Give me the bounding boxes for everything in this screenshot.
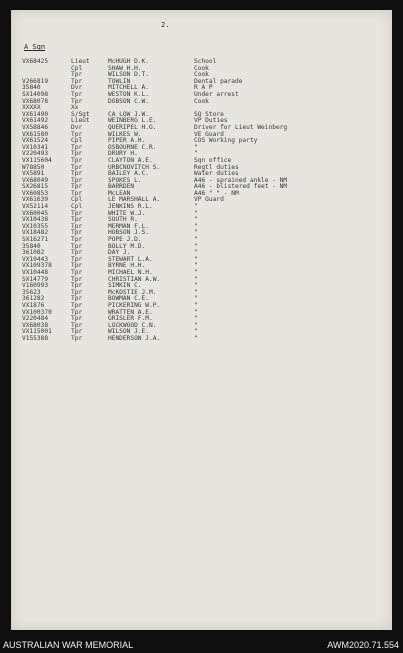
duty: " <box>194 315 198 323</box>
rank: Tpr <box>71 170 83 178</box>
service-number: VX61639 <box>22 196 49 204</box>
service-number: SX14779 <box>22 275 49 283</box>
soldier-name: JENKINS R.L. <box>108 203 153 211</box>
duty: " <box>194 295 198 303</box>
duty: Water duties <box>194 170 239 178</box>
soldier-name: TOWLIN <box>108 77 131 85</box>
duty: " <box>194 216 198 224</box>
soldier-name: URBCNOVITCH S. <box>108 163 161 171</box>
rank: Tpr <box>71 189 83 197</box>
service-number: VX10443 <box>22 255 49 263</box>
rank: Tpr <box>71 222 83 230</box>
soldier-name: WRATTEN A.E. <box>108 308 153 316</box>
service-number: V220484 <box>22 315 49 323</box>
service-number: 35840 <box>22 84 41 92</box>
soldier-name: PIPER A.H. <box>108 137 146 145</box>
duty: VP Guard <box>194 196 224 204</box>
service-number: VX60853 <box>22 189 49 197</box>
soldier-name: STEWART L.A. <box>108 255 153 263</box>
soldier-name: MERMAN F.L. <box>108 222 149 230</box>
duty: VP Duties <box>194 117 228 125</box>
soldier-name: McLEAN <box>108 189 131 197</box>
duty: " <box>194 249 198 257</box>
duty: Sqn office <box>194 156 232 164</box>
rank: Tpr <box>71 90 83 98</box>
service-number: VX61490 <box>22 110 49 118</box>
service-number: VX52114 <box>22 203 49 211</box>
soldier-name: WILSON D.T. <box>108 71 149 79</box>
rank: Tpr <box>71 77 83 85</box>
service-number: V160993 <box>22 282 49 290</box>
duty: Cook <box>194 64 209 72</box>
service-number: VX5891 <box>22 170 45 178</box>
service-number: VX10438 <box>22 216 49 224</box>
accession-number: AWM2020.71.554 <box>327 640 399 650</box>
rank: S/Sgt <box>71 110 90 118</box>
service-number: VX68049 <box>22 176 49 184</box>
soldier-name: SHAW H.H. <box>108 64 142 72</box>
duty: A46 " " - NM <box>194 189 239 197</box>
soldier-name: LOCKWOOD C.N. <box>108 321 157 329</box>
duty: " <box>194 222 198 230</box>
soldier-name: BOLLY M.D. <box>108 242 146 250</box>
rank: Tpr <box>71 150 83 158</box>
soldier-name: HENDERSON J.A. <box>108 334 161 342</box>
section-heading: A Sqn <box>24 43 46 51</box>
duty: VE Guard <box>194 130 224 138</box>
rank: Cpl <box>71 203 83 211</box>
rank: Tpr <box>71 295 83 303</box>
page-number: 2. <box>161 21 170 29</box>
rank: Tpr <box>71 71 83 79</box>
soldier-name: McKOSTIE J.M. <box>108 288 157 296</box>
service-number: 35840 <box>22 242 41 250</box>
service-number: XXXXX <box>22 104 41 112</box>
service-number: V220493 <box>22 150 49 158</box>
duty: Cook <box>194 97 209 105</box>
service-number: VX61580 <box>22 130 49 138</box>
soldier-name: MITCHELL A. <box>108 84 149 92</box>
duty: " <box>194 143 198 151</box>
rank: Cpl <box>71 137 83 145</box>
soldier-name: DOBSON C.W. <box>108 97 149 105</box>
soldier-name: LE MARSHALL A. <box>108 196 161 204</box>
rank: Tpr <box>71 288 83 296</box>
soldier-name: QUERIPEL H.G. <box>108 123 157 131</box>
rank: Tpr <box>71 143 83 151</box>
duty: Driver for Lieut Weinberg <box>194 123 288 131</box>
duty: " <box>194 242 198 250</box>
rank: Tpr <box>71 282 83 290</box>
service-number: SX26815 <box>22 183 49 191</box>
duty: " <box>194 301 198 309</box>
service-number: VX10355 <box>22 222 49 230</box>
soldier-name: WHITE W.J. <box>108 209 146 217</box>
service-number: VX100370 <box>22 308 52 316</box>
rank: Tpr <box>71 163 83 171</box>
rank: Tpr <box>71 176 83 184</box>
soldier-name: WILSON J.E. <box>108 328 149 336</box>
duty: " <box>194 269 198 276</box>
duty: " <box>194 321 198 329</box>
duty: School <box>194 58 217 65</box>
duty: " <box>194 255 198 263</box>
service-number: VX61524 <box>22 137 49 145</box>
duty: A46 - sprained ankle - NM <box>194 176 288 184</box>
duty: Under arrest <box>194 90 239 98</box>
service-number: VX68425 <box>22 58 49 65</box>
rank: Tpr <box>71 275 83 283</box>
rank: Tpr <box>71 315 83 323</box>
rank: Tpr <box>71 242 83 250</box>
soldier-name: GRISLER F.M. <box>108 315 153 323</box>
service-number: VX61492 <box>22 117 49 125</box>
service-number: 35623 <box>22 288 41 296</box>
service-number: V155388 <box>22 334 49 342</box>
soldier-name: WILKES W. <box>108 130 142 138</box>
service-number: 361282 <box>22 295 45 303</box>
rank: Dvr <box>71 84 83 92</box>
soldier-name: SIMKIN C. <box>108 282 142 290</box>
duty: " <box>194 308 198 316</box>
soldier-name: BARRDEN <box>108 183 135 191</box>
rank: Cpl <box>71 64 83 72</box>
service-number: VX18482 <box>22 229 49 237</box>
soldier-name: CHRISTIAN A.W. <box>108 275 161 283</box>
rank: Tpr <box>71 328 83 336</box>
soldier-name: DRURY H. <box>108 150 138 158</box>
rank: Tpr <box>71 236 83 244</box>
soldier-name: CLAYTON A.E. <box>108 156 153 164</box>
soldier-name: WEINBERG L.E. <box>108 117 157 125</box>
soldier-name: OSBOURNE C.R. <box>108 143 157 151</box>
rank: Tpr <box>71 308 83 316</box>
rank: Tpr <box>71 183 83 191</box>
rank: Tpr <box>71 249 83 257</box>
duty: " <box>194 282 198 290</box>
rank: Lieut <box>71 58 90 65</box>
duty: COS Working party <box>194 137 258 145</box>
duty: " <box>194 275 198 283</box>
archive-footer <box>0 636 403 653</box>
service-number: SX16271 <box>22 236 49 244</box>
service-number: VX10341 <box>22 143 49 151</box>
soldier-name: MICHAEL N.H. <box>108 269 153 276</box>
rank: Tpr <box>71 321 83 329</box>
rank: Tpr <box>71 130 83 138</box>
service-number: VX109378 <box>22 262 52 270</box>
duty: " <box>194 203 198 211</box>
duty: " <box>194 229 198 237</box>
soldier-name: HOBSON J.S. <box>108 229 149 237</box>
soldier-name: PICKERING W.P. <box>108 301 161 309</box>
rank: Xx <box>71 104 79 112</box>
soldier-name: BYRNE H.H. <box>108 262 146 270</box>
rank: Tpr <box>71 209 83 217</box>
rank: Tpr <box>71 216 83 224</box>
duty: " <box>194 288 198 296</box>
duty: A46 - blistered feet - NM <box>194 183 288 191</box>
soldier-name: WESTON K.L. <box>108 90 149 98</box>
soldier-name: DAY J. <box>108 249 131 257</box>
rank: Tpr <box>71 269 83 276</box>
soldier-name: BAILEY A.C. <box>108 170 149 178</box>
service-number: 361082 <box>22 249 45 257</box>
duty: Cook <box>194 71 209 79</box>
rank: Cpl <box>71 196 83 204</box>
rank: Tpr <box>71 301 83 309</box>
service-number: VX60045 <box>22 209 49 217</box>
service-number: SX14098 <box>22 90 49 98</box>
duty: R A P <box>194 84 213 92</box>
rank: Tpr <box>71 97 83 105</box>
duty: " <box>194 209 198 217</box>
rank: Tpr <box>71 255 83 263</box>
rank: Dvr <box>71 123 83 131</box>
rank: Lieut <box>71 117 90 125</box>
service-number: VX1876 <box>22 301 45 309</box>
rank: Tpr <box>71 156 83 164</box>
rank: Tpr <box>71 262 83 270</box>
rank: Tpr <box>71 229 83 237</box>
service-number: W78850 <box>22 163 45 171</box>
soldier-name: CA LOW J.W. <box>108 110 149 118</box>
service-number: VX68078 <box>22 97 49 105</box>
duty: " <box>194 150 198 158</box>
duty: Dental parade <box>194 77 243 85</box>
duty: Regtl duties <box>194 163 239 171</box>
service-number: VX68038 <box>22 321 49 329</box>
service-number: VX58846 <box>22 123 49 131</box>
soldier-name: SOUTH R. <box>108 216 138 224</box>
soldier-name: POPE J.D. <box>108 236 142 244</box>
soldier-name: SPOKES L. <box>108 176 142 184</box>
duty: " <box>194 236 198 244</box>
service-number: VX115604 <box>22 156 52 164</box>
service-number: VX10448 <box>22 269 49 276</box>
service-number: V266819 <box>22 77 49 85</box>
duty: " <box>194 328 198 336</box>
duty: " <box>194 262 198 270</box>
soldier-name: BOWMAN C.E. <box>108 295 149 303</box>
service-number: VX115001 <box>22 328 52 336</box>
rank: Tpr <box>71 334 83 342</box>
duty: " <box>194 334 198 342</box>
duty: SQ Store <box>194 110 224 118</box>
soldier-name: McHUGH D.K. <box>108 58 149 65</box>
institution-name: AUSTRALIAN WAR MEMORIAL <box>3 640 134 650</box>
